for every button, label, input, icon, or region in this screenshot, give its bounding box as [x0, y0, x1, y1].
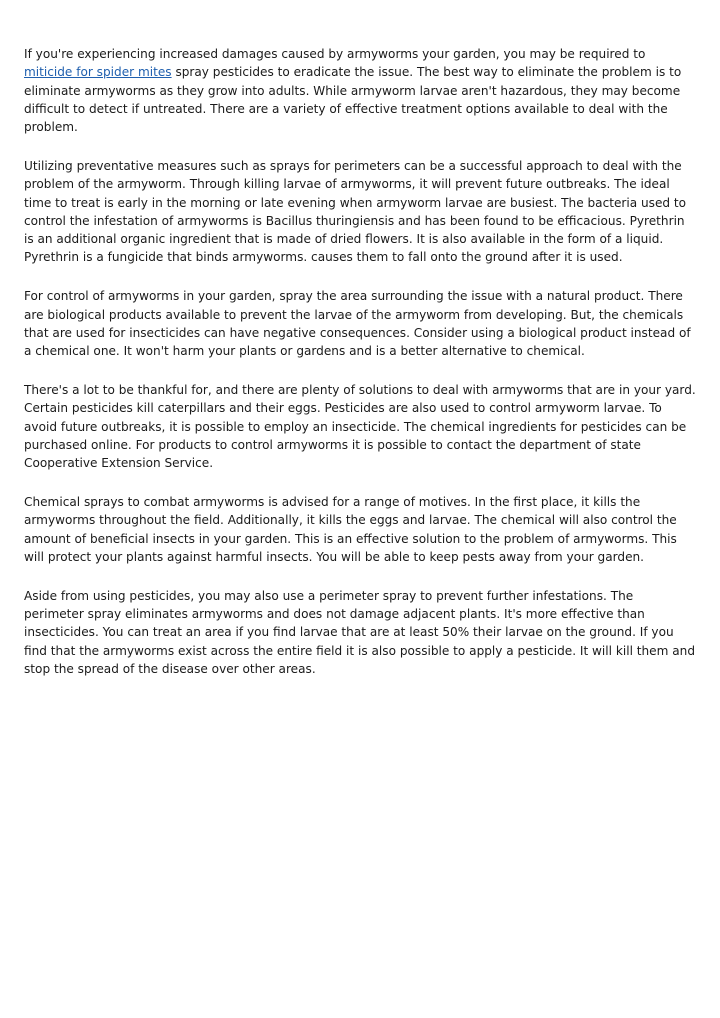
paragraph-4: There's a lot to be thankful for, and there are plenty of solutions to deal with armyworms that are in your yard. Certain pesticides kill caterpillars and their eggs. Pesticides are also used to control armyworm larvae. To avoid future outbreaks, it is possible to employ an insecticide. The chemical ingredients for pesticides can be purchased online. For products to control armyworms it is possible to contact the department of state Cooperative Extension Service.	[24, 382, 696, 471]
paragraph-6: Aside from using pesticides, you may also use a perimeter spray to prevent further infestations. The perimeter spray eliminates armyworms and does not damage adjacent plants. It's more effective than insecticides. You can treat an area if you find larvae that are at least 50% their larvae on the ground. If you find that the armyworms exist across the entire field it is also possible to apply a pesticide. It will kill them and stop the spread of the disease over other areas.	[24, 588, 696, 676]
miticide-link[interactable]: miticide for spider mites	[24, 65, 172, 80]
paragraph-5: Chemical sprays to combat armyworms is advised for a range of motives. In the first place, it kills the armyworms throughout the field. Additionally, it kills the eggs and larvae. The chemical will also control the amount of beneficial insects in your garden. This is an effective solution to the problem of armyworms. This will protect your plants against harmful insects. You will be able to keep pests away from your garden.	[24, 494, 677, 564]
article-body	[24, 45, 696, 699]
paragraph-1-text-after-link: spray pesticides to eradicate the issue. The best way to eliminate the problem is to eliminate armyworms as they grow into adults. While armyworm larvae aren't hazardous, they may become difficult to detect if untreated. There are a variety of effective treatment options available to deal with the problem.	[24, 65, 682, 135]
paragraph-3: For control of armyworms in your garden, spray the area surrounding the issue with a natural product. There are biological products available to prevent the larvae of the armyworm from developing. But, the chemicals that are used for insecticides can have negative consequences. Consider using a biological product instead of a chemical one. It won't harm your plants or gardens and is a better alternative to chemical.	[24, 289, 691, 359]
paragraph-2: Utilizing preventative measures such as sprays for perimeters can be a successful approach to deal with the problem of the armyworm. Through killing larvae of armyworms, it will prevent future outbreaks. The ideal time to treat is early in the morning or late evening when armyworm larvae are busiest. The bacteria used to control the infestation of armyworms is Bacillus thuringiensis and has been found to be efficacious. Pyrethrin is an additional organic ingredient that is made of dried flowers. It is also available in the form of a liquid. Pyrethrin is a fungicide that binds armyworms. causes them to fall onto the ground after it is used.	[24, 158, 687, 265]
paragraph-1	[24, 45, 696, 136]
paragraph-1-text-before-link: If you're experiencing increased damages caused by armyworms your garden, you may be required to	[24, 47, 646, 61]
